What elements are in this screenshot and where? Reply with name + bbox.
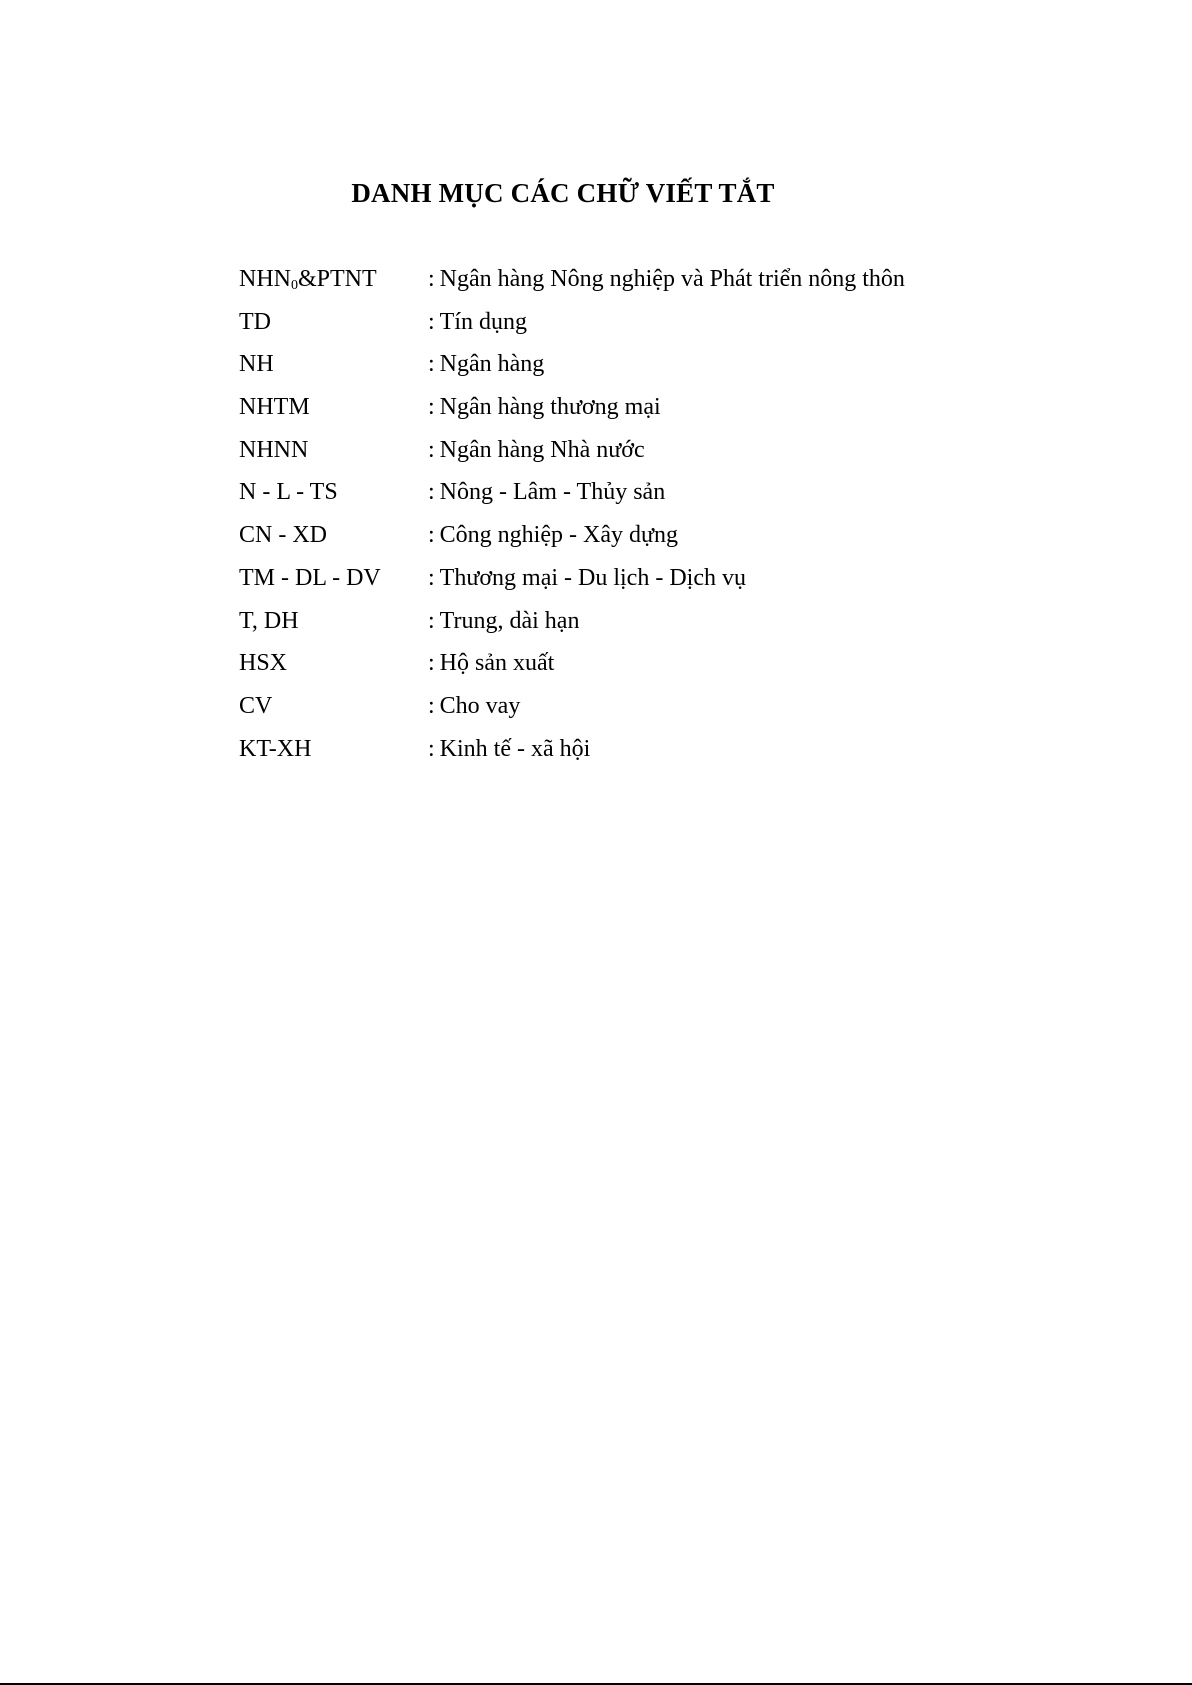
separator-colon: : [428,522,435,549]
abbreviation-term: TD [239,308,271,335]
abbreviation-definition: Ngân hàng thương mại [439,394,661,421]
abbreviation-row [239,307,999,350]
abbreviation-definition: Kinh tế - xã hội [439,735,591,762]
abbreviation-row [239,264,999,307]
abbreviation-row [239,691,999,734]
separator-colon: : [428,351,435,378]
abbreviation-definition: Hộ sản xuất [439,650,555,677]
abbreviation-row [239,349,999,392]
separator-colon: : [428,650,435,677]
abbreviation-term: TM - DL - DV [239,564,381,591]
abbreviation-row [239,734,999,777]
separator-colon: : [428,607,435,634]
abbreviation-list [239,264,999,776]
abbreviation-row [239,563,999,606]
abbreviation-row [239,648,999,691]
separator-colon: : [428,436,435,463]
abbreviation-definition: Trung, dài hạn [439,607,580,634]
abbreviation-term: CV [239,692,273,719]
abbreviation-row [239,435,999,478]
abbreviation-term: NHTM [239,394,310,421]
abbreviation-definition: Ngân hàng Nông nghiệp và Phát triển nông thôn [439,266,905,292]
separator-colon: : [428,394,435,421]
abbreviation-term: N - L - TS [239,479,338,506]
separator-colon: : [428,266,435,292]
separator-colon: : [428,564,435,591]
term-subscript: 0 [291,278,298,293]
abbreviation-term: KT-XH [239,735,312,762]
abbreviation-definition: Tín dụng [439,308,527,335]
separator-colon: : [428,479,435,506]
abbreviation-term: NHNN [239,436,309,463]
abbreviation-row [239,392,999,435]
separator-colon: : [428,308,435,335]
abbreviation-row [239,477,999,520]
abbreviation-term: HSX [239,650,288,677]
separator-colon: : [428,692,435,719]
abbreviation-definition: Cho vay [439,692,521,719]
abbreviation-term: NH [239,351,274,378]
abbreviation-definition: Công nghiệp - Xây dựng [439,522,678,549]
separator-colon: : [428,735,435,762]
abbreviation-definition: Thương mại - Du lịch - Dịch vụ [439,564,746,591]
abbreviation-definition: Ngân hàng Nhà nước [439,436,645,463]
page-title: DANH MỤC CÁC CHỮ VIẾT TẮT [351,178,775,208]
abbreviation-term: $NHN_0\&PTNT$ [239,266,377,293]
abbreviation-definition: Nông - Lâm - Thủy sản [439,479,666,506]
abbreviation-row [239,606,999,649]
abbreviation-row [239,520,999,563]
abbreviation-term: CN - XD [239,522,327,549]
abbreviation-definition: Ngân hàng [439,351,545,378]
abbreviation-term: T, DH [239,607,299,634]
